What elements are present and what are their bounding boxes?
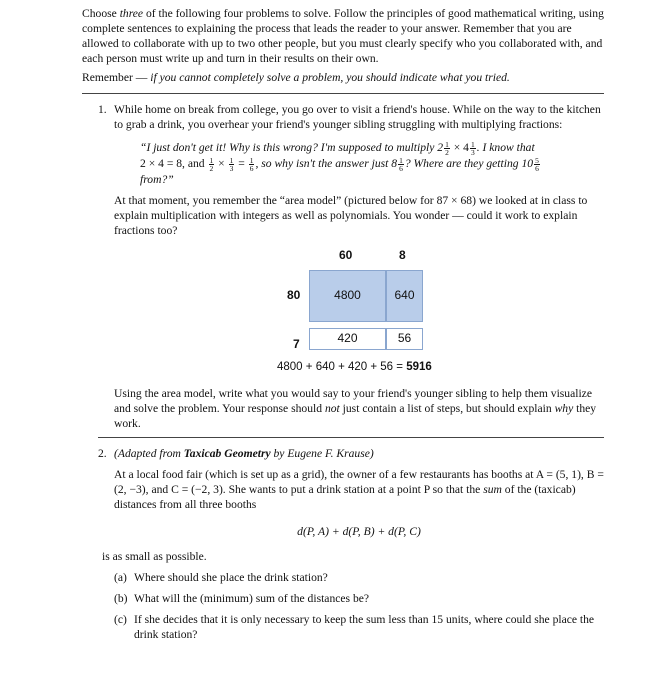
area-model-intro: At that moment, you remember the “area model” (pictured below for 87 × 68) we looked at in class to explain multiplication with integers as well as polynomials. You wonder — could it work to explain fractions too?	[114, 193, 588, 237]
problem-2	[82, 446, 604, 642]
row-label-80: 80	[287, 287, 301, 302]
distance-sum-formula: d(P, A) + d(P, B) + d(P, C)	[297, 524, 421, 538]
cell-420: 420	[309, 328, 386, 350]
problem-2-number: 2.	[98, 446, 107, 460]
worksheet-page	[82, 6, 604, 642]
problem-1-number: 1.	[98, 103, 107, 116]
divider-2	[98, 437, 604, 438]
subquestion-a: (a) Where should she place the drink station?	[114, 570, 328, 584]
cell-640: 640	[386, 270, 423, 322]
problem-1	[82, 102, 604, 431]
problem-2-text: At a local food fair (which is set up as a grid), the owner of a few restaurants has booths at A = (5, 1), B = (2, −3), and C = (−2, 3). She wants to put a drink station at a point P so that the sum of the (taxicab) distances from all three booths	[114, 467, 604, 511]
problem-2-condition: is as small as possible.	[102, 549, 207, 563]
row-label-7: 7	[293, 336, 300, 351]
subquestion-b: (b) What will the (minimum) sum of the distances be?	[114, 591, 370, 605]
problem-1-text: While home on break from college, you go over to visit a friend's house. While on the way to the kitchen to grab a drink, you overhear your friend's younger sibling struggling with multiplying fractions:	[114, 103, 601, 131]
col-label-60: 60	[339, 247, 353, 262]
problem-2-source: (Adapted from Taxicab Geometry by Eugene F. Krause)	[114, 446, 374, 460]
three-emphasis: three	[119, 7, 144, 20]
area-model-sum: 4800 + 640 + 420 + 56 = 5916	[277, 360, 432, 373]
sibling-quote: “I just don't get it! Why is this wrong? I'm supposed to multiply 2 $\frac{1}{2}$ × 4 $\frac{1}{3}$ . I know that 2 × 4 = 8, and $\frac{1}{2}$ × $\frac{1}{3}$ = $\frac{1}{6}$ , so why isn't the answer just 8 $\frac{1}{6}$ ? Where are they getting 10 $\frac{5}{6}$ from?”	[140, 139, 539, 186]
cell-56: 56	[386, 328, 423, 350]
area-model	[114, 242, 604, 358]
problem-1-task: Using the area model, write what you would say to your friend's younger sibling to help them visualize and solve the problem. Your response should not just contain a list of steps, but should explain why they work.	[114, 386, 597, 430]
remember-note: Remember — if you cannot completely solve a problem, you should indicate what you tried.	[82, 71, 510, 84]
divider-1	[82, 93, 604, 94]
cell-4800: 4800	[309, 270, 386, 322]
instructions-paragraph: Choose three of the following four problems to solve. Follow the principles of good mathematical writing, using complete sentences to explaining the process that leads the reader to your answer. Remember that you are allowed to collaborate with up to two other people, but you must clearly specify who you collaborated with, and each person must write up and turn in their results on their own.	[82, 7, 604, 65]
subquestion-c: (c) If she decides that it is only necessary to keep the sum less than 15 units, where could she place the drink station?	[114, 612, 595, 641]
col-label-8: 8	[399, 247, 406, 262]
